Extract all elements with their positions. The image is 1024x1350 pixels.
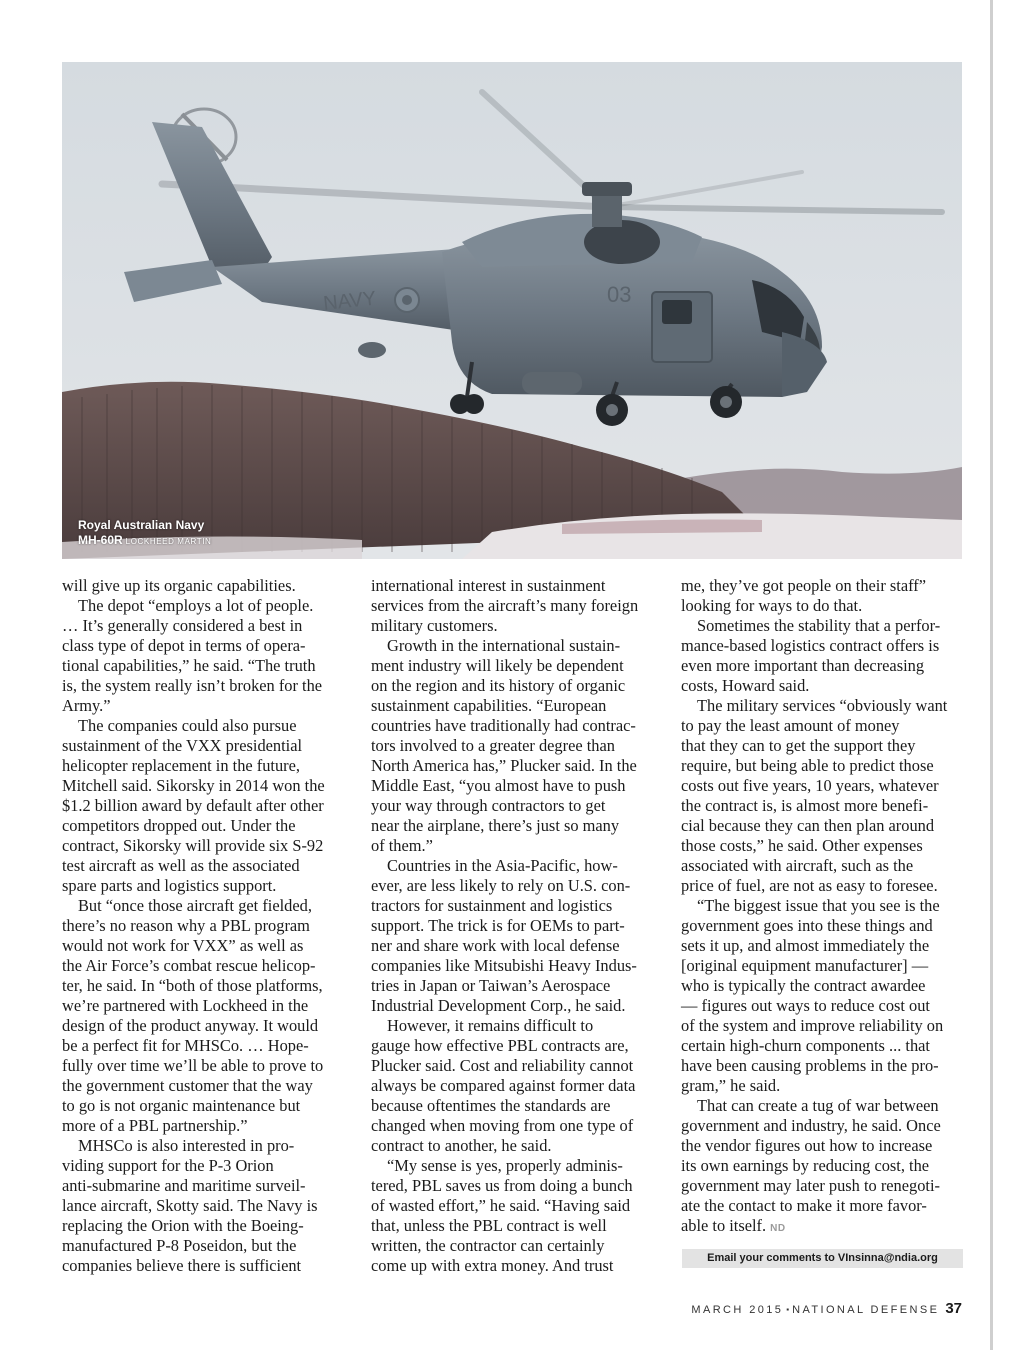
paragraph: Sometimes the stability that a perfor- mance-based logistics contract offers is even more important than decreasing costs, Howard said. <box>681 616 941 695</box>
paragraph: The military services “obviously want to pay the least amount of money that they can to get the support they require, but being able to predict those costs out five years, 10 years, whatever the contract is, is almost more benefi- cial because they can then plan around those costs,” he said. Other expenses associated with aircraft, such as the price of fuel, are not as easy to foresee. <box>681 696 948 895</box>
email-comments-box <box>682 1249 963 1268</box>
footer-issue: MARCH 2015 <box>691 1304 784 1316</box>
paragraph: MHSCo is also interested in pro- viding support for the P-3 Orion anti-submarine and maritime surveil- lance aircraft, Skotty said. The Navy is replacing the Orion with the Boeing- manufactured P-8 Poseidon, but the companies believe there is sufficient <box>62 1136 318 1275</box>
paragraph: me, they’ve got people on their staff” looking for ways to do that. <box>681 576 927 615</box>
caption-line-2 <box>78 533 211 549</box>
final-paragraph <box>681 1096 966 1239</box>
footer-separator: ▪ <box>786 1305 790 1314</box>
paragraph: However, it remains difficult to gauge how effective PBL contracts are, Plucker said. Cost and reliability cannot always be compared against former data because oftentimes the standards are changed when moving from one type of contract to another, he said. <box>371 1016 636 1155</box>
paragraph: Countries in the Asia-Pacific, how- ever, are less likely to rely on U.S. con- tractors for sustainment and logistics support. The trick is for OEMs to part- ner and share work with local defense companies like Mitsubishi Heavy Indus- tries in Japan or Taiwan’s Aerospace Industrial Development Corp., he said. <box>371 856 637 1015</box>
paragraph: “My sense is yes, properly adminis- tered, PBL saves us from doing a bunch of wasted effort,” he said. “Having said that, unless the PBL contract is well written, the contractor can certainly come up with extra money. And trust <box>371 1156 633 1275</box>
footer-publication: NATIONAL DEFENSE <box>792 1304 940 1316</box>
article-column-1 <box>62 576 352 1276</box>
end-mark: ND <box>770 1223 786 1234</box>
paragraph: Growth in the international sustain- ment industry will likely be dependent on the region and its history of organic sustainment capabilities. “European countries have traditionally had contrac- tors involved to a greater degree than North America has,” Plucker said. In the Middle East, “you almost have to push your way through contractors to get near the airplane, there’s just so many of them.” <box>371 636 637 855</box>
photo-caption <box>78 518 211 549</box>
photo-credit: LOCKHEED MARTIN <box>125 537 212 546</box>
article-column-2 <box>371 576 661 1276</box>
helicopter-photo <box>62 62 962 559</box>
email-link[interactable]: VInsinna@ndia.org <box>837 1252 938 1264</box>
paragraph: The depot “employs a lot of people. … It’s generally considered a best in class type of depot in terms of opera- tional capabilities,” he said. “The truth is, the system really isn’t broken for the Army.” <box>62 596 323 715</box>
page-number: 37 <box>945 1300 962 1317</box>
paragraph: “The biggest issue that you see is the government goes into these things and sets it up, and almost immediately the [original equipment manufacturer] — who is typically the contract awardee — figures out ways to reduce cost out of the system and improve reliability on certain high-churn components ... that have been causing problems in the pro- gram,” he said. <box>681 896 944 1095</box>
paragraph: international interest in sustainment services from the aircraft’s many foreign military customers. <box>371 576 639 635</box>
paragraph: But “once those aircraft get fielded, there’s no reason why a PBL program would not work for VXX” as well as the Air Force’s combat rescue helicop- ter, he said. In “both of those platforms, we’re partnered with Lockheed in the design of the product anyway. It would be a perfect fit for MHSCo. … Hope- fully over time we’ll be able to prove to the government customer that the way to go is not organic maintenance but more of a PBL partnership.” <box>62 896 324 1135</box>
paragraph: will give up its organic capabilities. <box>62 576 296 595</box>
email-prefix: Email your comments to <box>707 1252 835 1264</box>
tail-number: 03 <box>607 282 632 307</box>
helicopter-illustration <box>62 62 962 559</box>
caption-line-1: Royal Australian Navy <box>78 518 205 532</box>
page-edge-rule <box>990 0 993 1350</box>
article-column-3 <box>681 576 966 1239</box>
fuselage-marking: NAVY <box>322 287 378 315</box>
paragraph-text: That can create a tug of war between government and industry, he said. Once the vendor figures out how to increase its own earnings by reducing cost, the government may later push to renegoti- ate the contact to make it more favor- able to itself. <box>681 1096 941 1235</box>
page-footer <box>640 1301 962 1318</box>
aircraft-model: MH-60R <box>78 533 123 547</box>
paragraph: The companies could also pursue sustainment of the VXX presidential helicopter replacement in the future, Mitchell said. Sikorsky in 2014 won the $1.2 billion award by default after other competitors dropped out. Under the contract, Sikorsky will provide six S-92 test aircraft as well as the associated spare parts and logistics support. <box>62 716 325 895</box>
